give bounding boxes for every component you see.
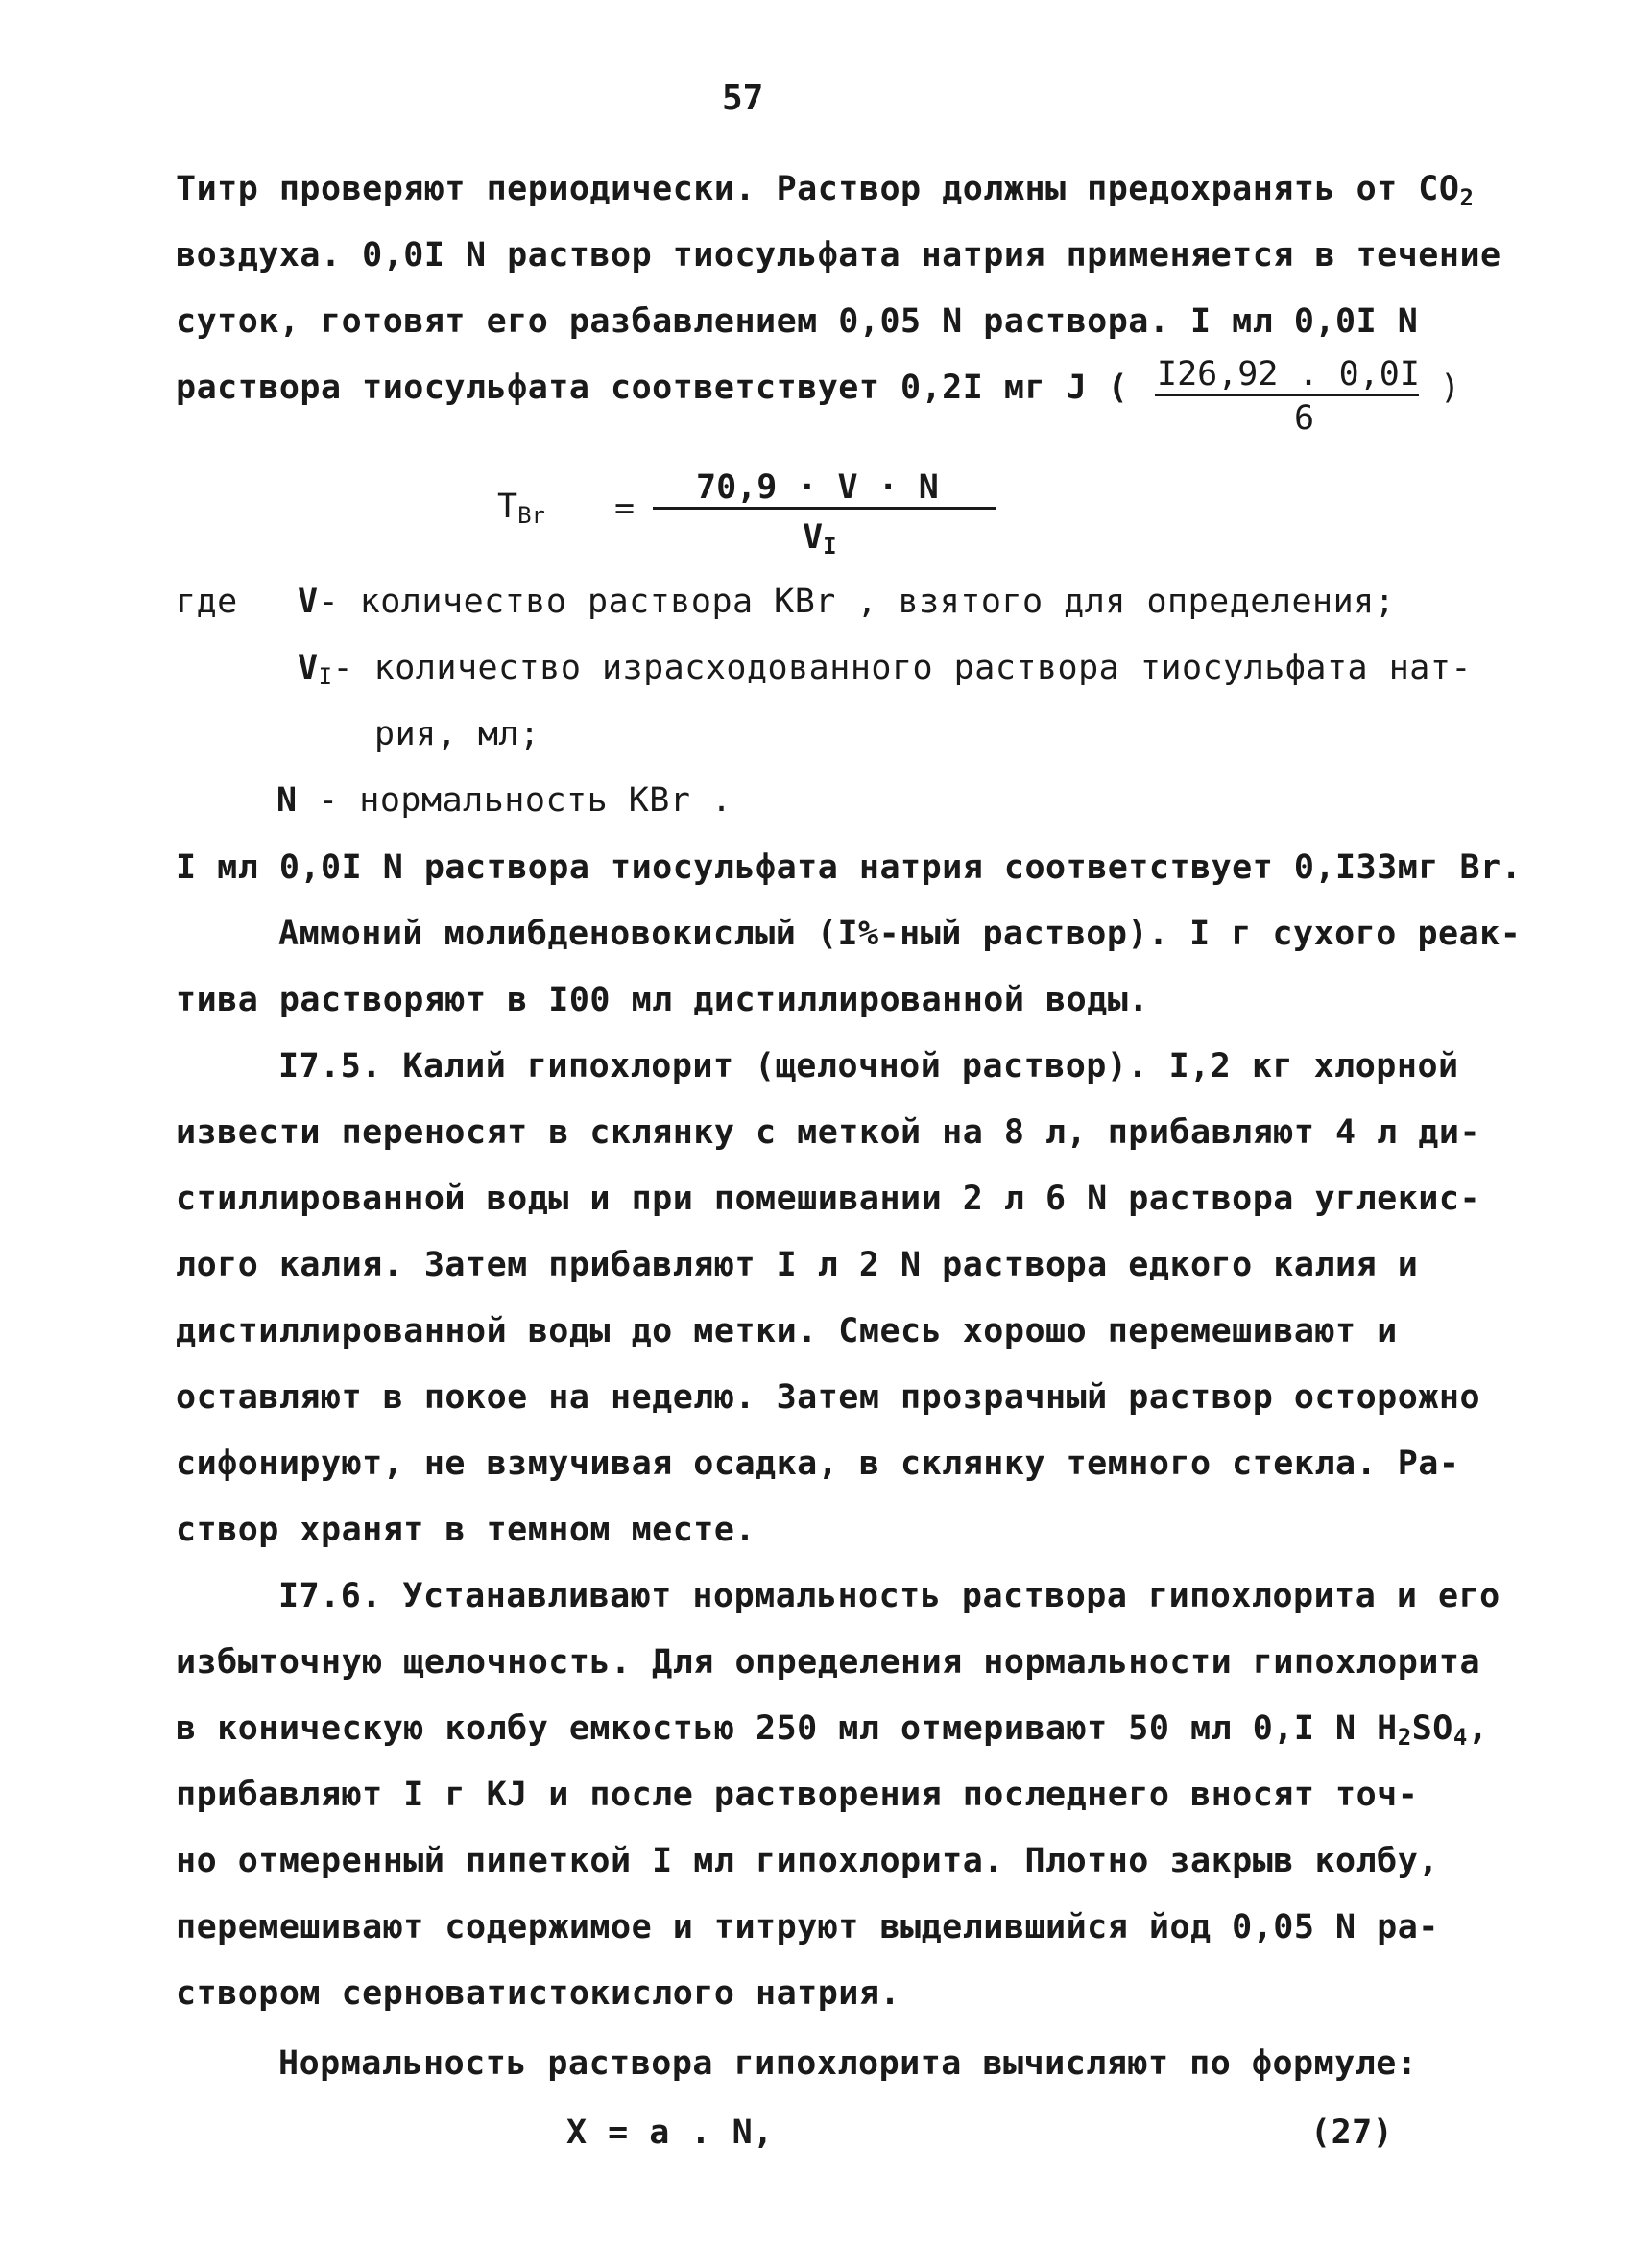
text-line: створом серноватистокислого натрия. (176, 1974, 901, 2013)
formula-eq: = (614, 489, 636, 528)
formula-lhs: $T_{Br}$ (497, 488, 545, 529)
text-line: оставляют в покое на неделю. Затем прозрачный раствор осторожно (176, 1378, 1481, 1417)
text-line: Аммоний молибденовокислый (I%-ный раствор). I г сухого реак- (278, 915, 1522, 953)
text-line: извести переносят в склянку с меткой на 8 л, прибавляют 4 л ди- (176, 1113, 1481, 1152)
where-item: рия, мл; (374, 715, 540, 753)
page-number: 57 (722, 79, 764, 118)
text-line: раствора тиосульфата соответствует 0,2I мг J ( (176, 369, 1129, 407)
text-line: сифонируют, не взмучивая осадка, в склянку темного стекла. Ра- (176, 1444, 1460, 1483)
fraction-denominator: 6 (1294, 399, 1315, 438)
text-line: лого калия. Затем прибавляют I л 2 N раствора едкого калия и (176, 1246, 1419, 1284)
formula-denominator: $V_I$ (803, 518, 837, 560)
text-line: I мл 0,0I N раствора тиосульфата натрия соответствует 0,I33мг Br. (176, 848, 1523, 887)
formula-x: X = a . N, (566, 2113, 774, 2152)
text-line: суток, готовят его разбавлением 0,05 N раствора. I мл 0,0I N (176, 302, 1419, 341)
text-line: тива растворяют в I00 мл дистиллированной воды. (176, 981, 1149, 1019)
fraction-bar (1155, 394, 1419, 396)
where-item: V- количество раствора KBr , взятого для определения; (298, 583, 1396, 621)
text-line: стиллированной воды и при помешивании 2 л 6 N раствора углекис- (176, 1180, 1481, 1218)
formula-numerator: 70,9 · V · N (696, 468, 939, 507)
formula-number: (27) (1310, 2113, 1394, 2152)
where-item: N - нормальность KBr . (276, 781, 732, 820)
text-line: I7.5. Калий гипохлорит (щелочной раствор). I,2 кг хлорной (278, 1047, 1459, 1086)
text-line: перемешивают содержимое и титруют выделившийся йод 0,05 N ра- (176, 1908, 1439, 1946)
text-line: дистиллированной воды до метки. Смесь хорошо перемешивают и (176, 1312, 1398, 1350)
text-line: избыточную щелочность. Для определения нормальности гипохлорита (176, 1643, 1481, 1682)
text-line: I7.6. Устанавливают нормальность раствора гипохлорита и его (278, 1577, 1500, 1615)
formula-bar (653, 507, 996, 510)
text-line: Титр проверяют периодически. Раствор должны предохранять от $CO_2$ (176, 170, 1475, 211)
fraction-close: ) (1440, 369, 1461, 407)
text-line: створ хранят в темном месте. (176, 1511, 756, 1549)
text-line: воздуха. 0,0I N раствор тиосульфата натрия применяется в течение (176, 236, 1501, 275)
fraction-numerator: I26,92 . 0,0I (1157, 355, 1420, 394)
where-label: где (176, 583, 238, 621)
where-item: $V_I-$ количество израсходованного раствора тиосульфата нат- (298, 649, 1472, 690)
text-line: Нормальность раствора гипохлорита вычисляют по формуле: (278, 2044, 1418, 2083)
text-line: в коническую колбу емкостью 250 мл отмеривают 50 мл 0,I N $H_2SO_4$, (176, 1709, 1489, 1751)
text-line: но отмеренный пипеткой I мл гипохлорита. Плотно закрыв колбу, (176, 1842, 1439, 1880)
text-line: прибавляют I г KJ и после растворения последнего вносят точ- (176, 1776, 1419, 1814)
